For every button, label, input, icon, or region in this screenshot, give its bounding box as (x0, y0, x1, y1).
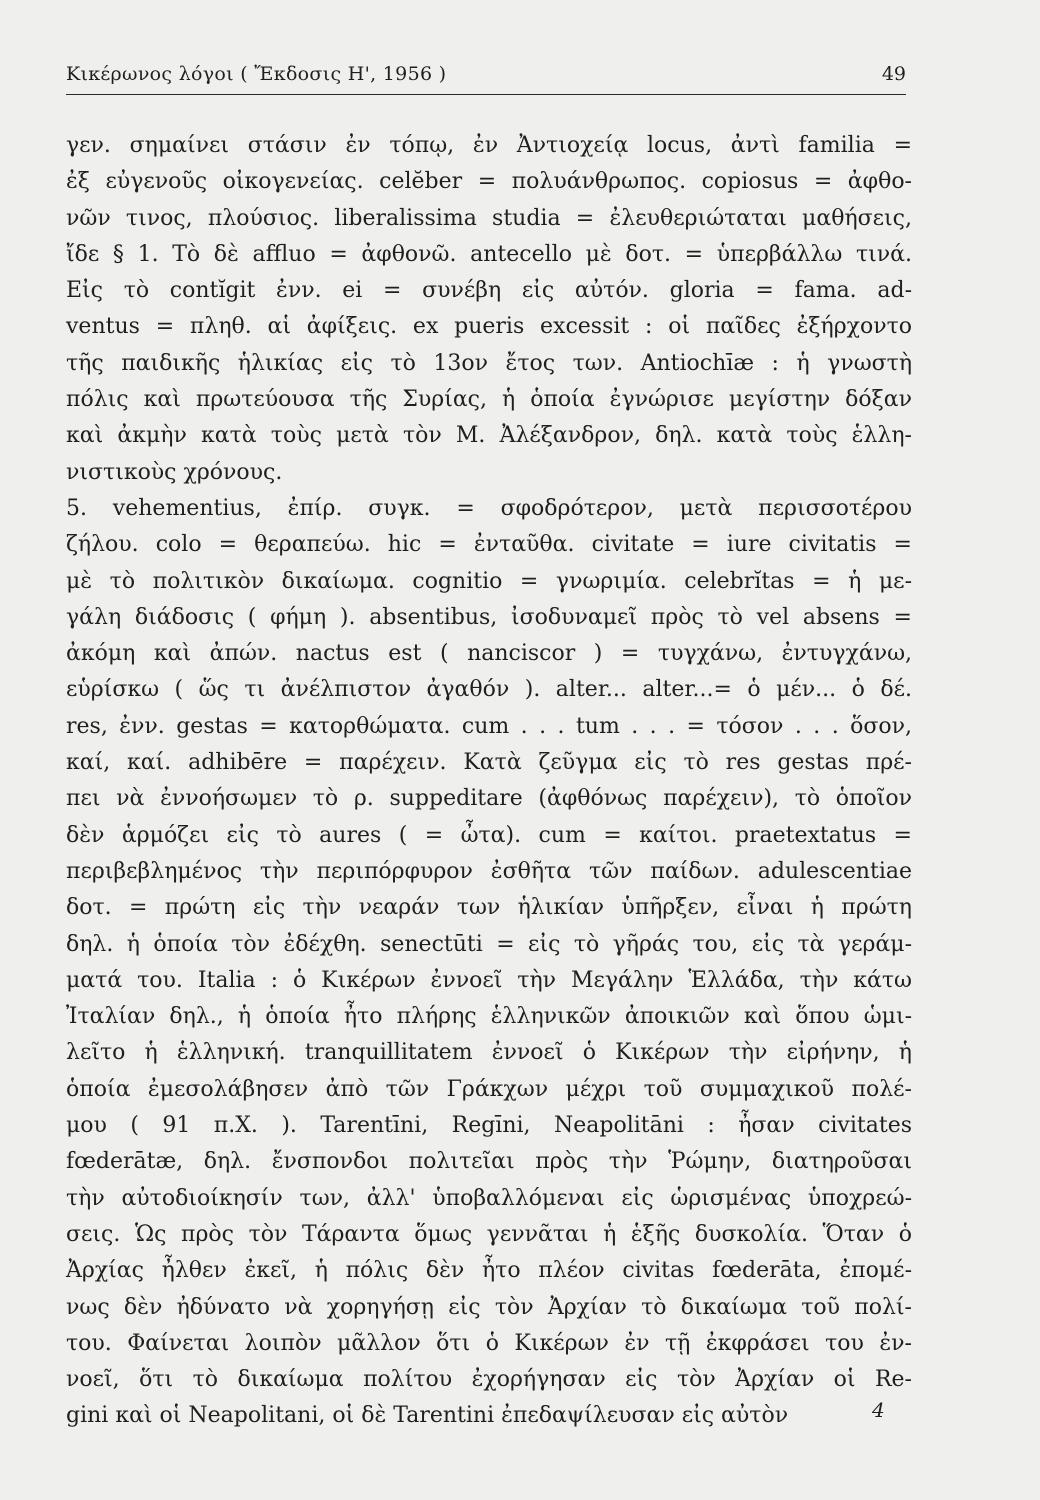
text-line: ἐξ εὐγενοῦς οἰκογενείας. celĕber = πολυάνθρωπος. copiosus = ἀφθο- (66, 169, 912, 195)
text-line: νιστικοὺς χρόνους. (66, 459, 283, 485)
text-line: καί, καί. adhibēre = παρέχειν. Κατὰ ζεῦγμα εἰς τὸ res gestas πρέ- (66, 750, 912, 776)
text-line: του. Φαίνεται λοιπὸν μᾶλλον ὅτι ὁ Κικέρων ἐν τῇ ἐκφράσει του ἐν- (66, 1330, 912, 1356)
page-number: 49 (881, 63, 906, 85)
text-line: ἀκόμη καὶ ἀπών. nactus est ( nanciscor ) = τυγχάνω, ἐντυγχάνω, (66, 641, 912, 667)
text-line: γάλη διάδοσις ( φήμη ). absentibus, ἰσοδυναμεῖ πρὸς τὸ vel absens = (66, 604, 912, 630)
printer-signature-mark: 4 (872, 1398, 885, 1422)
text-line: ζήλου. colo = θεραπεύω. hic = ἐνταῦθα. civitate = iure civitatis = (66, 532, 912, 558)
text-line: Ἰταλίαν δηλ., ἡ ὁποία ἦτο πλήρης ἑλληνικῶν ἀποικιῶν καὶ ὅπου ὡμι- (66, 1004, 912, 1030)
text-line: ματά του. Italia : ὁ Κικέρων ἐννοεῖ τὴν Μεγάλην Ἑλλάδα, τὴν κάτω (66, 967, 912, 993)
text-line: fœderātæ, δηλ. ἔνσπονδοι πολιτεῖαι πρὸς τὴν Ῥώμην, διατηροῦσαι (66, 1149, 912, 1175)
text-line: res, ἐνν. gestas = κατορθώματα. cum . . . tum . . . = τόσον . . . ὅσον, (66, 713, 912, 739)
text-line: μὲ τὸ πολιτικὸν δικαίωμα. cognitio = γνωριμία. celebrĭtas = ἡ με- (66, 568, 912, 594)
text-line: τῆς παιδικῆς ἡλικίας εἰς τὸ 13ον ἔτος των. Antiochīæ : ἡ γνωστὴ (66, 350, 912, 376)
text-line: νῶν τινος, πλούσιος. liberalissima studia = ἐλευθεριώταται μαθήσεις, (66, 205, 912, 231)
text-line: ὁποία ἐμεσολάβησεν ἀπὸ τῶν Γράκχων μέχρι τοῦ συμμαχικοῦ πολέ- (66, 1076, 912, 1102)
text-line: σεις. Ὡς πρὸς τὸν Τάραντα ὅμως γεννᾶται ἡ ἑξῆς δυσκολία. Ὅταν ὁ (66, 1221, 912, 1247)
text-line: καὶ ἀκμὴν κατὰ τοὺς μετὰ τὸν Μ. Ἀλέξανδρον, δηλ. κατὰ τοὺς ἑλλη- (66, 423, 912, 449)
commentary-text (66, 128, 912, 1435)
text-line: γεν. σημαίνει στάσιν ἐν τόπῳ, ἐν Ἀντιοχείᾳ locus, ἀντὶ familia = (66, 133, 912, 158)
text-line: Εἰς τὸ contĭgit ἐνν. ei = συνέβη εἰς αὐτόν. gloria = fama. ad- (66, 278, 912, 304)
running-title: Κικέρωνος λόγοι ( Ἔκδοσις Η', 1956 ) (66, 63, 447, 85)
text-line: πει νὰ ἐννοήσωμεν τὸ ρ. suppeditare (ἀφθόνως παρέχειν), τὸ ὁποῖον (66, 786, 912, 812)
text-line: δηλ. ἡ ὁποία τὸν ἐδέχθη. senectūti = εἰς τὸ γῆράς του, εἰς τὰ γεράμ- (66, 931, 912, 957)
text-line: εὑρίσκω ( ὥς τι ἀνέλπιστον ἀγαθόν ). alter... alter...= ὁ μέν... ὁ δέ. (66, 677, 912, 703)
text-line: 5. vehementius, ἐπίρ. συγκ. = σφοδρότερον, μετὰ περισσοτέρου (66, 495, 912, 521)
text-line: νως δὲν ἠδύνατο νὰ χορηγήσῃ εἰς τὸν Ἀρχίαν τὸ δικαίωμα τοῦ πολί- (66, 1294, 912, 1320)
text-line: μου ( 91 π.Χ. ). Tarentīni, Regīni, Neapolitāni : ἦσαν civitates (66, 1113, 912, 1139)
text-line: λεῖτο ἡ ἑλληνική. tranquillitatem ἐννοεῖ ὁ Κικέρων τὴν εἰρήνην, ἡ (66, 1040, 912, 1066)
text-line: ἴδε § 1. Τὸ δὲ affluo = ἀφθονῶ. antecello μὲ δοτ. = ὑπερβάλλω τινά. (66, 241, 912, 267)
text-line: gini καὶ οἱ Neapolitani, οἱ δὲ Tarentini ἐπεδαψίλευσαν εἰς αὐτὸν (66, 1403, 789, 1429)
text-line: δοτ. = πρώτη εἰς τὴν νεαράν των ἡλικίαν ὑπῆρξεν, εἶναι ἡ πρώτη (66, 895, 912, 921)
text-line: περιβεβλημένος τὴν περιπόρφυρον ἐσθῆτα τῶν παίδων. adulescentiae (66, 858, 912, 884)
text-line: τὴν αὐτοδιοίκησίν των, ἀλλ' ὑποβαλλόμεναι εἰς ὡρισμένας ὑποχρεώ- (66, 1185, 912, 1211)
text-line: Ἀρχίας ἦλθεν ἐκεῖ, ἡ πόλις δὲν ἦτο πλέον civitas fœderāta, ἐπομέ- (66, 1258, 912, 1284)
text-line: νοεῖ, ὅτι τὸ δικαίωμα πολίτου ἐχορήγησαν εἰς τὸν Ἀρχίαν οἱ Re- (66, 1367, 912, 1393)
text-line: δὲν ἁρμόζει εἰς τὸ aures ( = ὦτα). cum = καίτοι. praetextatus = (66, 822, 912, 848)
text-line: πόλις καὶ πρωτεύουσα τῆς Συρίας, ἡ ὁποία ἐγνώρισε μεγίστην δόξαν (66, 387, 912, 413)
text-line: ventus = πληθ. αἱ ἀφίξεις. ex pueris excessit : οἱ παῖδες ἐξήρχοντο (66, 314, 912, 340)
running-header (66, 60, 906, 95)
